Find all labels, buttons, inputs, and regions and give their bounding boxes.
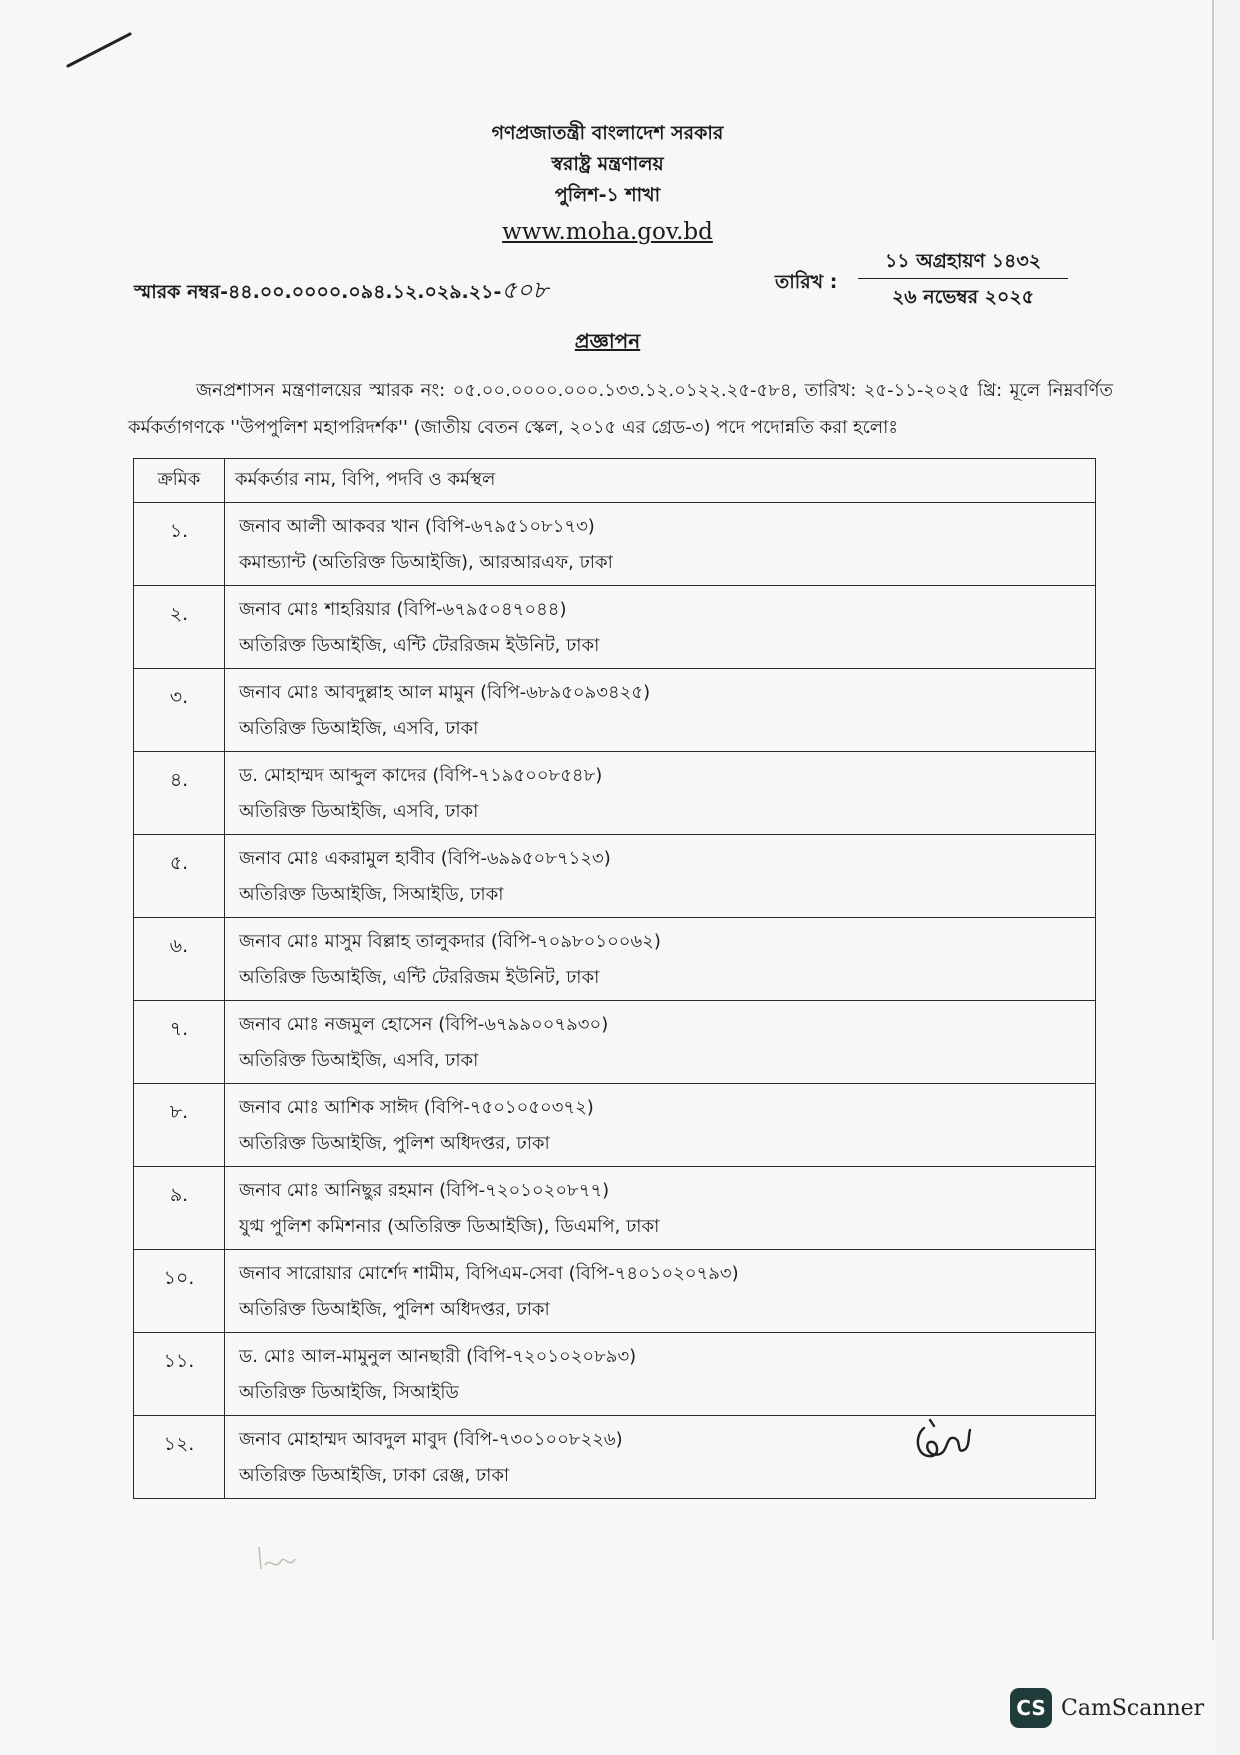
row-serial: ২. [134, 586, 225, 669]
memo-handwritten-number: ৫০৮ [501, 276, 549, 304]
letterhead [0, 118, 1215, 251]
serial-column-header: ক্রমিক [134, 459, 225, 503]
officer-post: অতিরিক্ত ডিআইজি, সিআইডি, ঢাকা [239, 884, 504, 905]
ministry-name: স্বরাষ্ট্র মন্ত্রণালয় [551, 153, 664, 175]
officer-name: জনাব মোঃ আবদুল্লাহ আল মামুন (বিপি-৬৮৯৫০৯৩৪২৫) [239, 682, 651, 703]
row-serial: ৮. [134, 1084, 225, 1167]
officer-name: জনাব মোঃ আনিছুর রহমান (বিপি-৭২০১০২০৮৭৭) [239, 1180, 610, 1201]
row-details [225, 1250, 1096, 1333]
row-serial: ১. [134, 503, 225, 586]
memo-label: স্মারক নম্বর-৪৪.০০.০০০০.০৯৪.১২.০২৯.২১- [134, 281, 502, 303]
table-header-row [134, 459, 1096, 503]
branch-name: পুলিশ-১ শাখা [554, 184, 661, 206]
table-row [134, 752, 1096, 835]
table-row [134, 1001, 1096, 1084]
row-serial: ৪. [134, 752, 225, 835]
row-details [225, 835, 1096, 918]
memo-number [134, 272, 548, 312]
officer-post: অতিরিক্ত ডিআইজি, এন্টি টেররিজম ইউনিট, ঢাকা [239, 967, 600, 988]
officer-post: অতিরিক্ত ডিআইজি, ঢাকা রেঞ্জ, ঢাকা [239, 1465, 510, 1486]
officer-name: জনাব মোঃ নজমুল হোসেন (বিপি-৬৭৯৯০০৭৯৩০) [239, 1014, 609, 1035]
row-details [225, 669, 1096, 752]
row-details [225, 1001, 1096, 1084]
officer-post: অতিরিক্ত ডিআইজি, পুলিশ অধিদপ্তর, ঢাকা [239, 1133, 550, 1154]
row-details [225, 1167, 1096, 1250]
officer-name: জনাব মোঃ মাসুম বিল্লাহ তালুকদার (বিপি-৭০৯৮০১০০৬২) [239, 931, 661, 952]
row-serial: ৫. [134, 835, 225, 918]
officer-name: জনাব মোঃ একরামুল হাবীব (বিপি-৬৯৯৫০৮৭১২৩) [239, 848, 611, 869]
faint-pencil-mark [255, 1545, 305, 1575]
officer-post: কমান্ড্যান্ট (অতিরিক্ত ডিআইজি), আরআরএফ, ঢাকা [239, 552, 613, 573]
date-gregorian: ২৬ নভেম্বর ২০২৫ [891, 286, 1035, 308]
officer-name: জনাব মোঃ শাহরিয়ার (বিপি-৬৭৯৫০৪৭০৪৪) [239, 599, 567, 620]
table-row [134, 1250, 1096, 1333]
officers-table-body [134, 503, 1096, 1499]
officer-post: অতিরিক্ত ডিআইজি, এসবি, ঢাকা [239, 1050, 479, 1071]
date-block [858, 245, 1068, 313]
officer-name: ড. মোহাম্মদ আব্দুল কাদের (বিপি-৭১৯৫০০৮৫৪৮) [239, 765, 603, 786]
camscanner-label: CamScanner [1061, 1695, 1205, 1721]
row-details [225, 918, 1096, 1001]
row-details [225, 752, 1096, 835]
notice-body [128, 372, 1113, 446]
signature [910, 1418, 980, 1468]
row-serial: ১০. [134, 1250, 225, 1333]
row-serial: ৭. [134, 1001, 225, 1084]
notice-body-text: জনপ্রশাসন মন্ত্রণালয়ের স্মারক নং: ০৫.০০.০০০০.০০০.১৩৩.১২.০১২২.২৫-৫৮৪, তারিখ: ২৫-১১-২০২৫ খ্রি: মূলে নিম্নবর্ণিত কর্মকর্তাগণকে ''উপপুলিশ মহাপরিদর্শক'' (জাতীয় বেতন স্কেল, ২০১৫ এর গ্রেড-৩) পদে পদোন্নতি করা হলোঃ [128, 380, 1113, 438]
table-row [134, 835, 1096, 918]
notice-title: প্রজ্ঞাপন [574, 329, 641, 353]
date-bangla: ১১ অগ্রহায়ণ ১৪৩২ [884, 250, 1042, 272]
table-row [134, 669, 1096, 752]
row-details [225, 503, 1096, 586]
row-serial: ৯. [134, 1167, 225, 1250]
officer-post: অতিরিক্ত ডিআইজি, এসবি, ঢাকা [239, 718, 479, 739]
officer-post: অতিরিক্ত ডিআইজি, সিআইডি [239, 1382, 459, 1403]
officer-post: অতিরিক্ত ডিআইজি, পুলিশ অধিদপ্তর, ঢাকা [239, 1299, 550, 1320]
officer-name: জনাব মোঃ আশিক সাঈদ (বিপি-৭৫০১০৫০৩৭২) [239, 1097, 594, 1118]
government-name: গণপ্রজাতন্ত্রী বাংলাদেশ সরকার [491, 122, 724, 144]
date-label: তারিখ : [775, 271, 838, 293]
officer-name: জনাব আলী আকবর খান (বিপি-৬৭৯৫১০৮১৭৩) [239, 516, 595, 537]
pen-stroke-mark [66, 30, 136, 70]
table-row [134, 503, 1096, 586]
camscanner-watermark [1010, 1688, 1204, 1728]
table-row [134, 586, 1096, 669]
row-serial: ৩. [134, 669, 225, 752]
officer-post: অতিরিক্ত ডিআইজি, এন্টি টেররিজম ইউনিট, ঢাকা [239, 635, 600, 656]
date-divider [858, 278, 1068, 279]
row-details [225, 586, 1096, 669]
camscanner-badge-icon: CS [1010, 1688, 1052, 1728]
officer-name: ড. মোঃ আল-মামুনুল আনছারী (বিপি-৭২০১০২০৮৯৩) [239, 1346, 637, 1367]
officer-post: যুগ্ম পুলিশ কমিশনার (অতিরিক্ত ডিআইজি), ডিএমপি, ঢাকা [239, 1216, 660, 1237]
table-row [134, 1167, 1096, 1250]
row-serial: ১২. [134, 1416, 225, 1499]
row-details [225, 1084, 1096, 1167]
row-details [225, 1333, 1096, 1416]
officers-table [133, 458, 1096, 1499]
row-serial: ১১. [134, 1333, 225, 1416]
officer-post: অতিরিক্ত ডিআইজি, এসবি, ঢাকা [239, 801, 479, 822]
officer-name: জনাব মোহাম্মদ আবদুল মাবুদ (বিপি-৭৩০১০০৮২২৬) [239, 1429, 623, 1450]
table-row [134, 1084, 1096, 1167]
row-serial: ৬. [134, 918, 225, 1001]
table-row [134, 918, 1096, 1001]
officer-name: জনাব সারোয়ার মোর্শেদ শামীম, বিপিএম-সেবা (বিপি-৭৪০১০২০৭৯৩) [239, 1263, 739, 1284]
table-row [134, 1333, 1096, 1416]
details-column-header: কর্মকর্তার নাম, বিপি, পদবি ও কর্মস্থল [225, 459, 1096, 503]
website-link[interactable]: www.moha.gov.bd [502, 219, 713, 245]
